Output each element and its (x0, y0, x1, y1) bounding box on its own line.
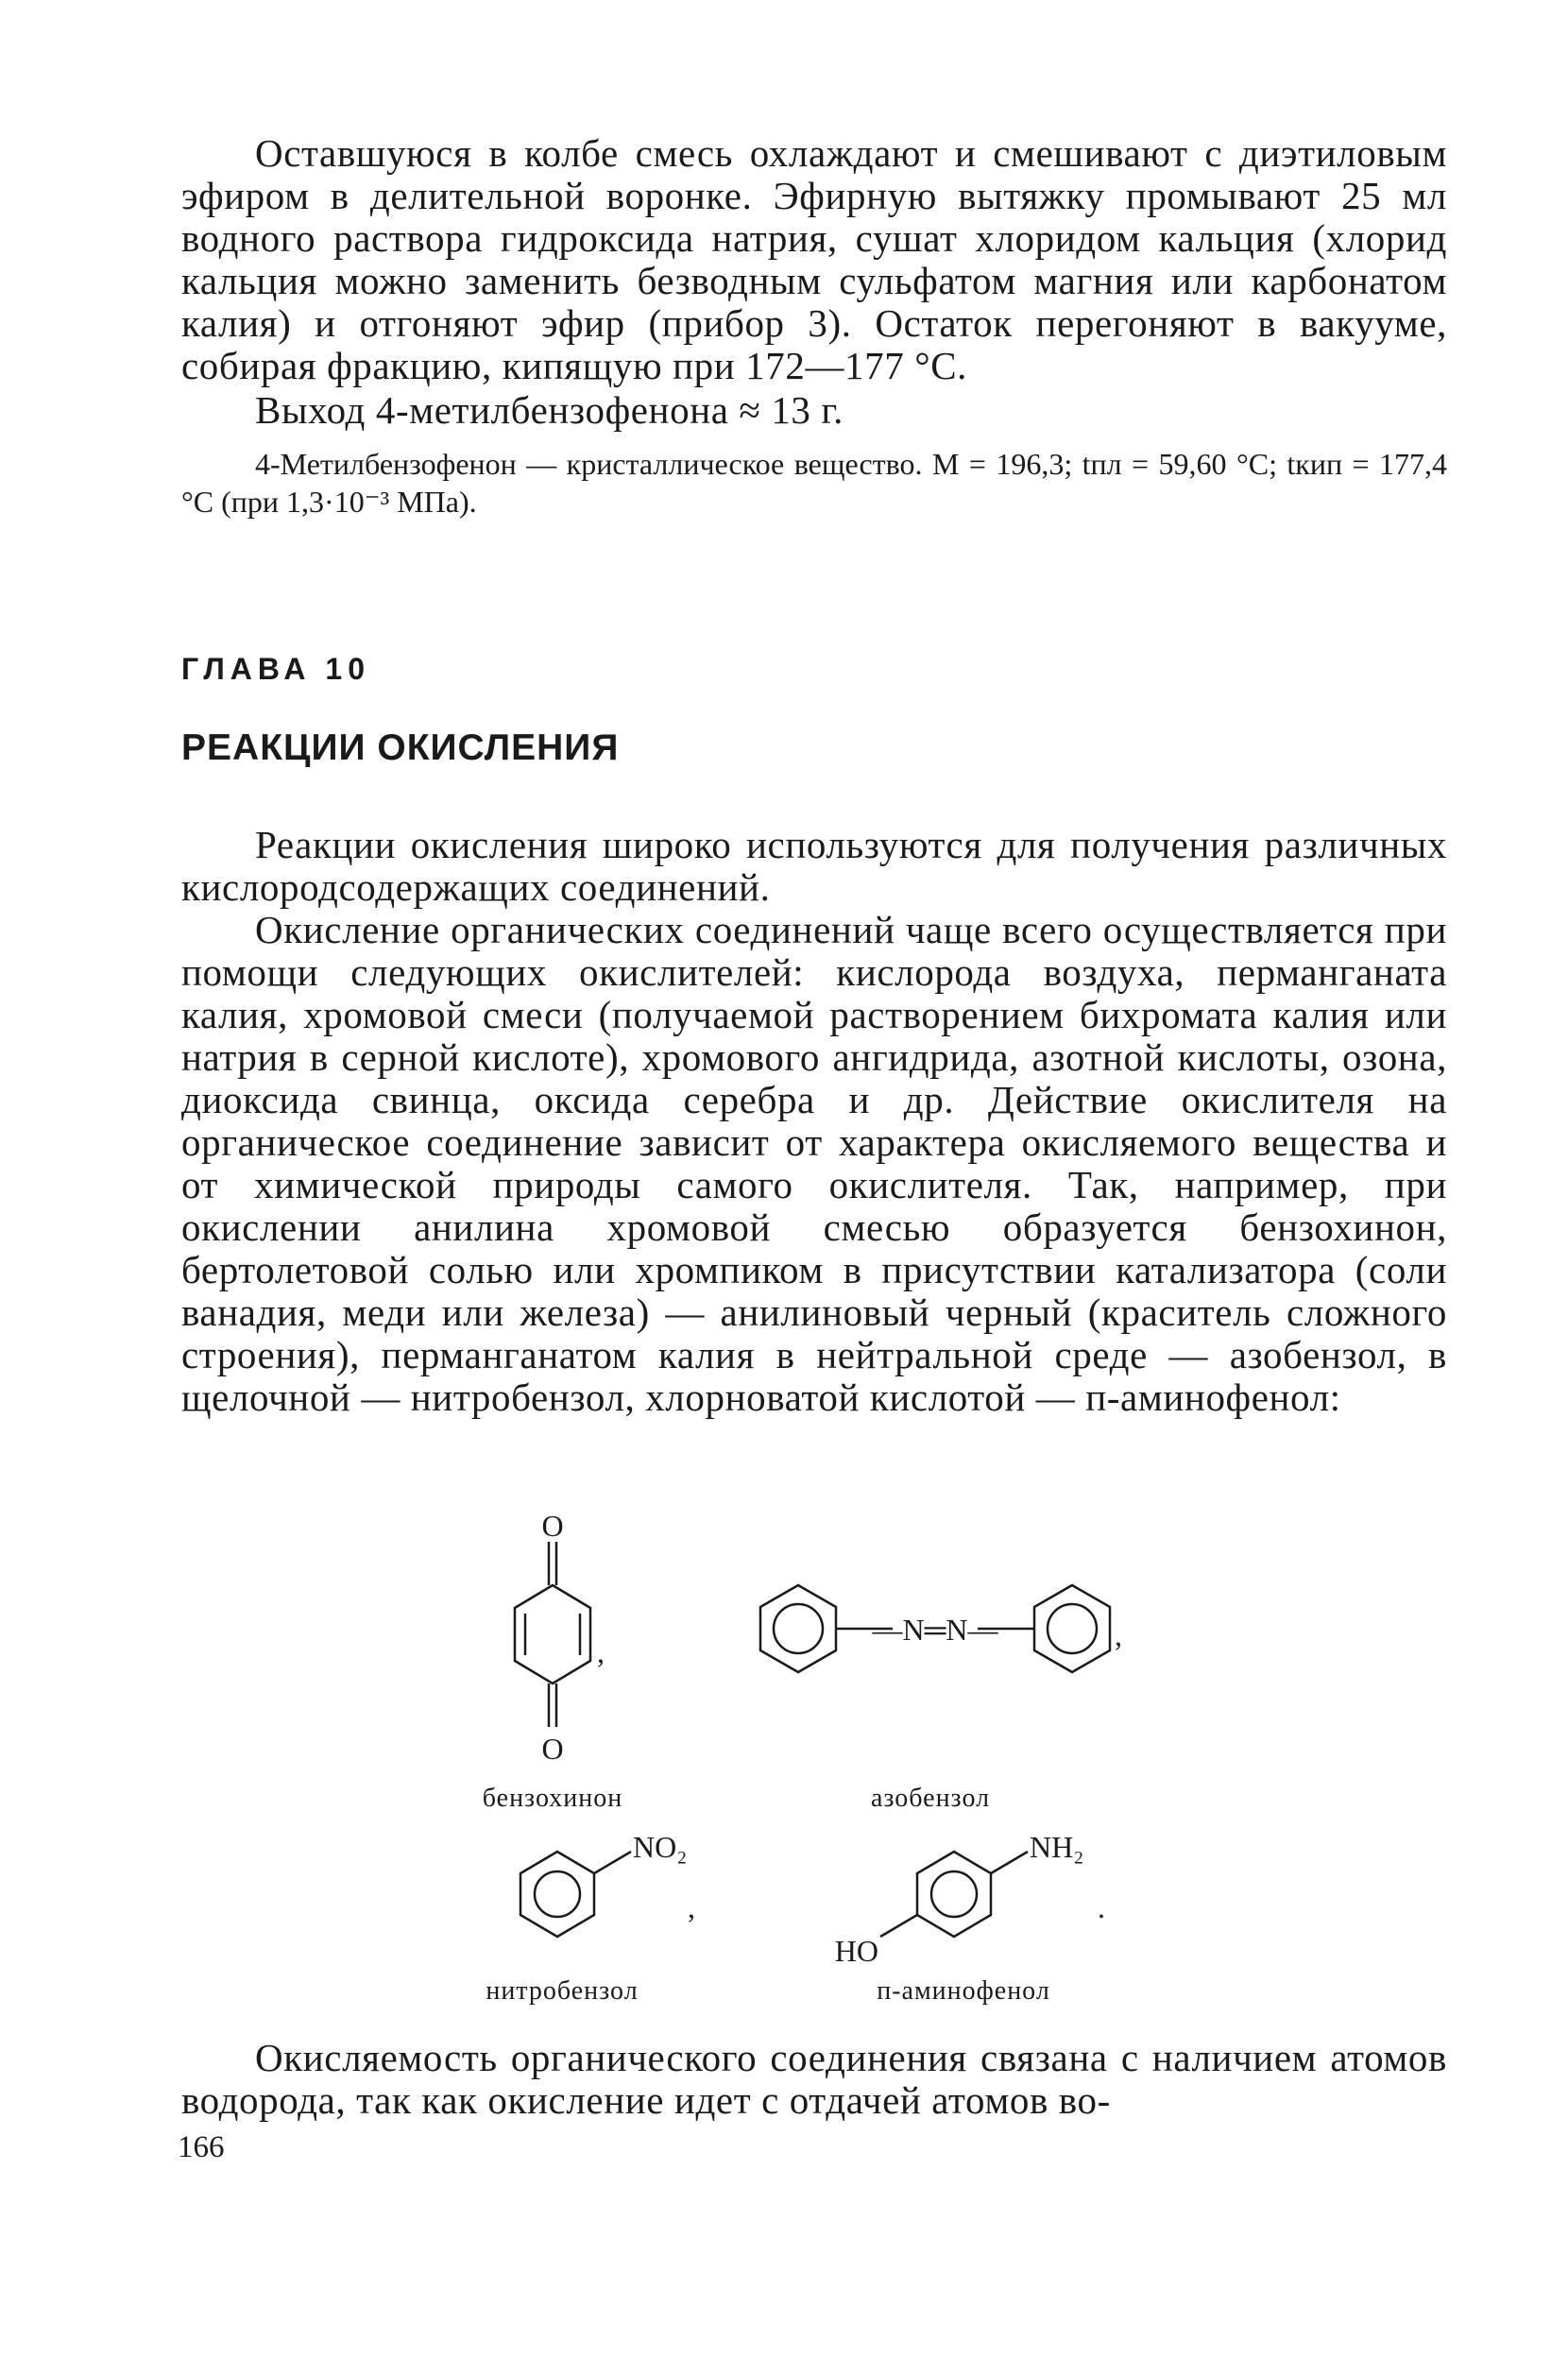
properties-note: 4-Метилбензофенон — кристаллическое вещество. M = 196,3; tпл = 59,60 °С; tкип = 177,4 °С (при 1,3·10⁻³ МПа). (181, 447, 1447, 519)
hydroxy-group: HO (834, 1934, 878, 1968)
amino-group: NH₂ (1030, 1830, 1084, 1864)
intro-block (181, 132, 1447, 521)
aminophenol-ring (917, 1852, 991, 1937)
benzoquinone-top-o: O (541, 1509, 564, 1543)
intro-paragraph: Оставшуюся в колбе смесь охлаждают и смешивают с диэтиловым эфиром в делительной воронке. Эфирную вытяжку промывают 25 мл водного раствора гидроксида натрия, сушат хлоридом кальция (хлорид кальция можно заменить безводным сульфатом магния или карбонатом калия) и отгоняют эфир (прибор 3). Остаток перегоняют в вакууме, собирая фракцию, кипящую при 172—177 °С. (181, 131, 1447, 387)
structures-figure (0, 1493, 1568, 2059)
nitrobenzene-comma: , (688, 1890, 695, 1924)
yield-line: Выход 4-метилбензофенона ≈ 13 г. (255, 388, 844, 432)
closing-block (181, 2037, 1447, 2122)
azo-group: —N═N— (872, 1613, 998, 1647)
body-paragraph-3: Окисляемость органического соединения связана с наличием атомов водорода, так как окисление идет с отдачей атомов во- (181, 2036, 1447, 2122)
azobenzene-ring-left (760, 1585, 836, 1672)
body-paragraph-1: Реакции окисления широко используются для получения различных кислородсодержащих соединений. (181, 823, 1447, 909)
nitro-group: NO₂ (633, 1830, 688, 1864)
aminophenol-caption: п-аминофенол (877, 1976, 1050, 2006)
azobenzene-caption: азобензол (870, 1784, 991, 1813)
chapter-label: ГЛАВА 10 (181, 652, 371, 686)
benzoquinone-caption: бензохинон (482, 1784, 623, 1813)
benzoquinone-comma: , (597, 1635, 605, 1669)
aminophenol-period: . (1098, 1890, 1105, 1924)
nitrobenzene-ring (520, 1852, 594, 1937)
azobenzene-comma: , (1115, 1618, 1122, 1652)
benzoquinone-bottom-o: O (541, 1732, 564, 1766)
body-block (181, 824, 1447, 1419)
chapter-title: РЕАКЦИИ ОКИСЛЕНИЯ (181, 727, 620, 768)
nitrobenzene-caption: нитробензол (486, 1976, 639, 2006)
azobenzene-ring-right (1034, 1585, 1110, 1672)
page-number: 166 (178, 2130, 225, 2164)
body-paragraph-2: Окисление органических соединений чаще всего осуществляется при помощи следующих окислителей: кислорода воздуха, перманганата калия, хромовой смеси (получаемой растворением бихромата калия или натрия в серной кислоте), хромового ангидрида, азотной кислоты, озона, диоксида свинца, оксида серебра и др. Действие окислителя на органическое соединение зависит от характера окисляемого вещества и от химической природы самого окислителя. Так, например, при окислении анилина хромовой смесью образуется бензохинон, бертолетовой солью или хромпиком в присутствии катализатора (соли ванадия, меди или железа) — анилиновый черный (краситель сложного строения), перманганатом калия в нейтральной среде — азобензол, в щелочной — нитробензол, хлорноватой кислотой — п-аминофенол: (181, 908, 1447, 1419)
